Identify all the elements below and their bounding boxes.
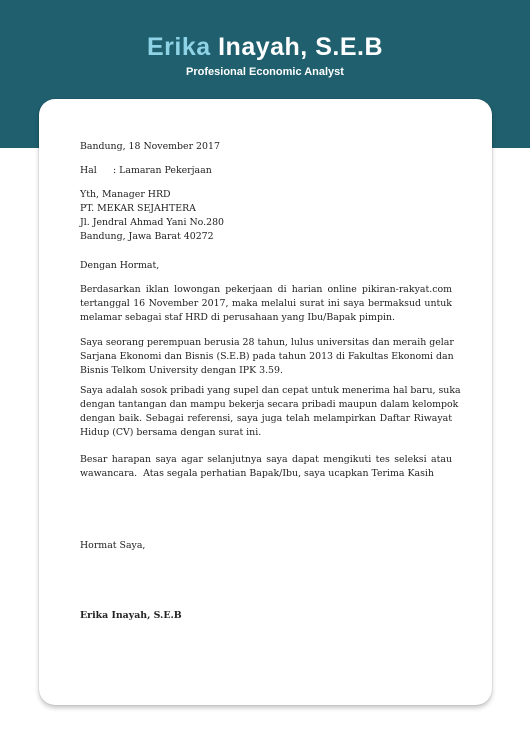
author-title: Profesional Economic Analyst xyxy=(186,66,344,78)
paragraph-line: Hidup (CV) bersama dengan surat ini. xyxy=(80,427,262,438)
subject-label: Hal xyxy=(80,165,97,176)
paragraph-line: Saya adalah sosok pribadi yang supel dan cepat untuk menerima hal baru, suka xyxy=(80,385,461,396)
paragraph-personality xyxy=(80,384,461,440)
paragraph-line: Besar harapan saya agar selanjutnya saya dapat mengikuti tes seleksi atau xyxy=(80,454,452,465)
greeting: Dengan Hormat, xyxy=(80,260,160,271)
paragraph-line: melamar sebagai staf HRD di perusahaan yang Ibu/Bapak pimpin. xyxy=(80,312,395,323)
paragraph-education xyxy=(80,336,452,378)
paragraph-closing-hope xyxy=(80,453,452,481)
subject-value: : Lamaran Pekerjaan xyxy=(112,165,212,176)
place-date: Bandung, 18 November 2017 xyxy=(80,141,220,152)
recipient-line: Jl. Jendral Ahmad Yani No.280 xyxy=(80,217,225,228)
paragraph-application xyxy=(80,283,452,325)
recipient-line: Yth, Manager HRD xyxy=(80,189,171,200)
paragraph-line: Sarjana Ekonomi dan Bisnis (S.E.B) pada tahun 2013 di Fakultas Ekonomi dan xyxy=(80,351,454,362)
recipient-line: PT. MEKAR SEJAHTERA xyxy=(80,203,196,214)
paragraph-line: dengan baik. Sebagai referensi, saya juga telah melampirkan Daftar Riwayat xyxy=(80,413,452,424)
paragraph-line: wawancara. Atas segala perhatian Bapak/Ibu, saya ucapkan Terima Kasih xyxy=(80,468,434,479)
paragraph-line: tertanggal 16 November 2017, maka melalui surat ini saya bermaksud untuk xyxy=(80,298,452,309)
paragraph-line: Bisnis Telkom University dengan IPK 3.59. xyxy=(80,365,283,376)
author-first-name: Erika xyxy=(146,33,211,61)
paragraph-line: Berdasarkan iklan lowongan pekerjaan di harian online pikiran-rakyat.com xyxy=(80,284,452,295)
author-last-name: Inayah, S.E.B xyxy=(218,33,383,61)
paragraph-line: dengan tantangan dan mampu bekerja secara pribadi maupun dalam kelompok xyxy=(80,399,459,410)
paragraph-line: Saya seorang perempuan berusia 28 tahun, lulus universitas dan meraih gelar xyxy=(80,337,454,348)
signature-name: Erika Inayah, S.E.B xyxy=(80,610,182,621)
closing: Hormat Saya, xyxy=(80,540,146,551)
recipient-line: Bandung, Jawa Barat 40272 xyxy=(80,231,214,242)
subject-line xyxy=(80,164,452,178)
recipient-block xyxy=(80,188,452,244)
author-name xyxy=(0,30,530,64)
